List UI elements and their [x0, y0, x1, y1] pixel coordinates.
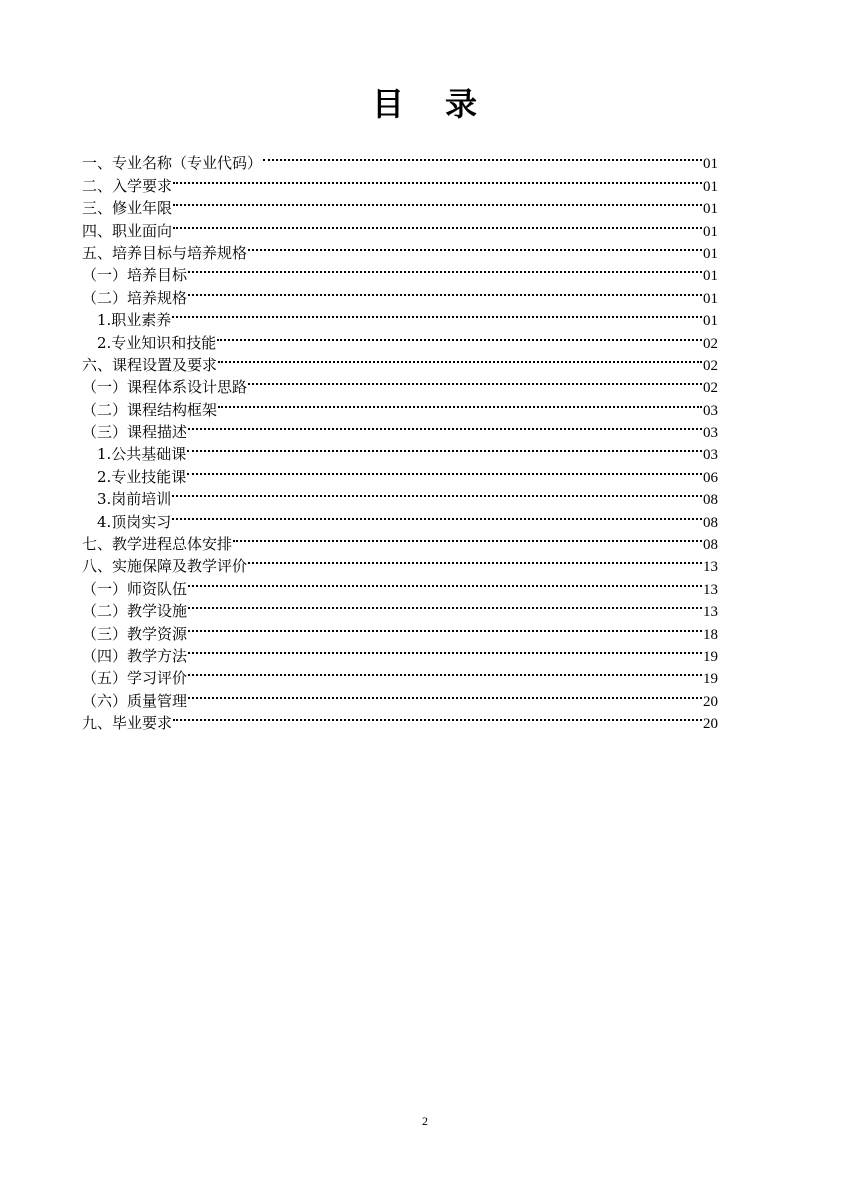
- toc-entry[interactable]: [82, 236, 718, 262]
- toc-entry-page: 03: [703, 425, 718, 442]
- toc-entry[interactable]: [82, 168, 718, 195]
- toc-dot-leader: [173, 213, 702, 235]
- toc-entry-label: 1.职业素养: [97, 311, 172, 330]
- page-number: 2: [422, 1114, 428, 1128]
- toc-entry-page: 08: [703, 537, 718, 554]
- toc-entry-label: （四）教学方法: [82, 646, 188, 665]
- toc-dot-leader: [233, 527, 702, 549]
- toc-entry-label: （三）教学资源: [82, 624, 188, 643]
- toc-dot-leader: [173, 706, 702, 728]
- toc-entry-label: 1.公共基础课: [97, 445, 187, 464]
- toc-entry-page: 19: [703, 648, 718, 665]
- toc-entry-page: 03: [703, 447, 718, 464]
- toc-dot-leader: [173, 191, 702, 213]
- toc-dot-leader: [188, 571, 702, 593]
- toc-dot-leader: [187, 459, 702, 481]
- toc-entry-page: 02: [703, 357, 718, 374]
- toc-dot-leader: [187, 437, 702, 459]
- toc-entry-label: 一、专业名称（专业代码）: [82, 154, 263, 173]
- toc-entry-label: 2.专业知识和技能: [97, 333, 217, 352]
- toc-entry-page: 06: [703, 469, 718, 486]
- toc-dot-leader: [188, 280, 702, 302]
- toc-entry-label: （一）培养目标: [82, 266, 188, 285]
- page-title-char-2: 录: [445, 85, 479, 123]
- toc-entry[interactable]: [82, 303, 718, 330]
- page-title-char-1: 目: [371, 85, 405, 123]
- toc-entry[interactable]: [82, 213, 718, 240]
- toc-entry[interactable]: [82, 527, 718, 554]
- toc-entry-page: 01: [703, 201, 718, 218]
- toc-dot-leader: [248, 236, 702, 258]
- toc-entry-page: 08: [703, 492, 718, 509]
- toc-entry-label: 4.顶岗实习: [97, 512, 172, 531]
- toc-entry-page: 18: [703, 626, 718, 643]
- toc-entry-label: 二、入学要求: [82, 176, 173, 195]
- toc-entry-label: 五、培养目标与培养规格: [82, 243, 248, 262]
- toc-dot-leader: [188, 683, 702, 705]
- toc-entry-label: 七、教学进程总体安排: [82, 535, 233, 554]
- toc-dot-leader: [218, 348, 702, 370]
- toc-entry-page: 01: [703, 290, 718, 307]
- toc-entry-page: 01: [703, 156, 718, 173]
- toc-dot-leader: [172, 482, 702, 504]
- toc-entry-page: 01: [703, 313, 718, 330]
- toc-entry-page: 13: [703, 604, 718, 621]
- toc-entry[interactable]: [82, 191, 718, 218]
- toc-dot-leader: [248, 370, 702, 392]
- toc-dot-leader: [188, 258, 702, 280]
- toc-entry-label: 2.专业技能课: [97, 467, 187, 486]
- toc-entry-page: 03: [703, 402, 718, 419]
- toc-entry[interactable]: [82, 482, 718, 509]
- toc-dot-leader: [172, 504, 702, 526]
- toc-entry-page: 13: [703, 581, 718, 598]
- toc-entry-label: 3.岗前培训: [97, 490, 172, 509]
- page-title: [0, 82, 850, 126]
- toc-entry-label: （三）课程描述: [82, 423, 188, 442]
- toc-entry-label: （五）学习评价: [82, 669, 188, 688]
- toc-dot-leader: [218, 392, 702, 414]
- toc-dot-leader: [172, 303, 702, 325]
- toc-entry-label: （一）课程体系设计思路: [82, 378, 248, 397]
- toc-entry-page: 19: [703, 671, 718, 688]
- toc-dot-leader: [248, 549, 702, 571]
- toc-entry-label: （二）教学设施: [82, 602, 188, 621]
- toc-entry-page: 01: [703, 223, 718, 240]
- table-of-contents: [82, 146, 718, 733]
- toc-entry-label: 三、修业年限: [82, 199, 173, 218]
- toc-entry-label: （六）质量管理: [82, 691, 188, 710]
- toc-dot-leader: [173, 168, 702, 190]
- toc-entry[interactable]: [82, 706, 718, 733]
- toc-entry-page: 02: [703, 380, 718, 397]
- toc-entry-page: 02: [703, 335, 718, 352]
- toc-entry-label: （二）课程结构框架: [82, 400, 218, 419]
- toc-entry-label: （二）培养规格: [82, 288, 188, 307]
- toc-entry[interactable]: [82, 325, 718, 352]
- toc-dot-leader: [188, 639, 702, 661]
- toc-entry-page: 20: [703, 693, 718, 710]
- toc-dot-leader: [188, 594, 702, 616]
- toc-entry-page: 01: [703, 178, 718, 195]
- toc-entry-page: 08: [703, 514, 718, 531]
- toc-entry[interactable]: [82, 146, 718, 173]
- toc-entry-page: 01: [703, 268, 718, 285]
- toc-entry-label: （一）师资队伍: [82, 579, 188, 598]
- toc-dot-leader: [188, 661, 702, 683]
- toc-entry-label: 六、课程设置及要求: [82, 355, 218, 374]
- toc-entry-page: 01: [703, 245, 718, 262]
- toc-dot-leader: [188, 415, 702, 437]
- toc-entry-label: 四、职业面向: [82, 221, 173, 240]
- toc-dot-leader: [188, 616, 702, 638]
- toc-dot-leader: [263, 146, 702, 168]
- toc-entry[interactable]: [82, 504, 718, 531]
- toc-entry-label: 九、毕业要求: [82, 714, 173, 733]
- toc-entry-page: 13: [703, 559, 718, 576]
- toc-entry-page: 20: [703, 716, 718, 733]
- toc-dot-leader: [217, 325, 702, 347]
- toc-entry-label: 八、实施保障及教学评价: [82, 557, 248, 576]
